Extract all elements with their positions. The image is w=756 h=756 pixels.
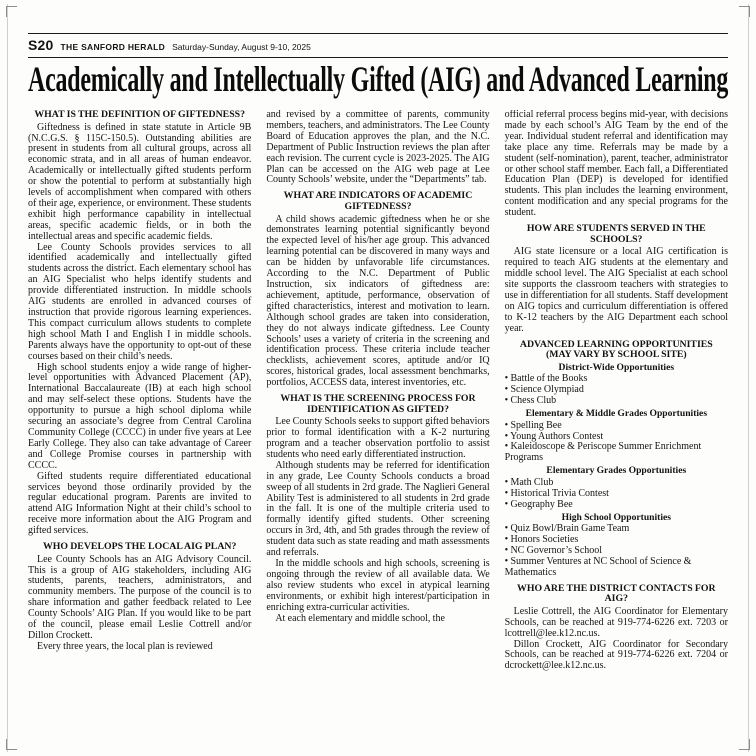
article-headline: Academically and Intellectually Gifted (AIG) and Advanced Learning	[28, 59, 729, 99]
list-item: • Young Authors Contest	[504, 430, 604, 442]
list-subheading: District-Wide Opportunities	[558, 361, 675, 373]
page-number: S20	[28, 37, 54, 53]
article-column-1	[28, 110, 251, 748]
list-item: • Historical Trivia Contest	[504, 487, 609, 499]
list-item: • Geography Bee	[504, 498, 573, 510]
article-paragraph: AIG state licensure or a local AIG certification is required to teach AIG students at the elementary and middle school level. The AIG Specialist at each school site supports the classroom teachers with strategies to use in differentiation for all students. Staff development on AIG topics and curriculum differentiation is offered to K-12 teachers by the AIG Department each school year.	[504, 246, 728, 334]
list-item: • Quiz Bowl/Brain Game Team	[504, 523, 630, 535]
article-paragraph: A child shows academic giftedness when he or she demonstrates learning potential significantly beyond the expected level of his/her age group. This advanced learning potential can be discovered in many ways and can be hidden by unfavorable life circumstances. According to the N.C. Department of Public Instruction, six indicators of giftedness are: achievement, aptitude, performance, observation of gifted characteristics, interest and motivation to learn. Although school grades are taken into consideration, they do not always indicate giftedness. Lee County Schools’ uses a variety of criteria in the screening and identification process. These criteria include teacher checklists, achievement scores, aptitude and/or IQ scores, historical grades, local assessment benchmarks, portfolios, ACCESS data, interest inventories, etc.	[266, 213, 490, 389]
list-item: • NC Governor’s School	[504, 544, 603, 556]
issue-date: Saturday-Sunday, August 9-10, 2025	[172, 42, 311, 52]
list-item: • Chess Club	[504, 395, 557, 407]
article-paragraph: High school students enjoy a wide range of higher-level opportunities with Advanced Placement (AP), International Baccalaureate (IB) at each high school and may self-select these options. Students have the opportunity to pursue a high school diploma while securing an associate’s degree from Central Carolina Community College (CCCC) in under five years at Lee Early College. They also can take advantage of Career and College Promise courses in partnership with CCCC.	[28, 361, 252, 471]
list-item: • Summer Ventures at NC School of Science & Mathematics	[504, 555, 692, 578]
article-paragraph: Lee County Schools provides services to all identified academically and intellectually gifted students across the district. Each elementary school has an AIG Specialist who helps identify students and provide differentiated instruction. In middle schools AIG students are enrolled in advanced courses of instruction that provide rigorous learning experiences. This compact curriculum allows students to complete high school Math I and English I in middle schools. Parents always have the opportunity to opt-out of these courses based on their child’s needs.	[28, 241, 252, 362]
list-item: • Battle of the Books	[504, 373, 588, 385]
list-subheading: High School Opportunities	[561, 511, 672, 523]
section-heading: WHAT IS THE SCREENING PROCESS FOR IDENTIFICATION AS GIFTED?	[280, 393, 476, 415]
list-subheading: Elementary Grades Opportunities	[546, 465, 687, 477]
article-column-2	[266, 110, 489, 748]
paper-name: THE SANFORD HERALD	[60, 42, 166, 52]
article-columns	[28, 110, 728, 748]
list-item: • Kaleidoscope & Periscope Summer Enrichment Programs	[504, 441, 702, 464]
section-heading: WHO ARE THE DISTRICT CONTACTS FOR AIG?	[517, 582, 716, 605]
crop-mark-top-right	[739, 6, 750, 17]
section-heading: ADVANCED LEARNING OPPORTUNITIES (MAY VARY BY SCHOOL SITE)	[519, 338, 713, 361]
crop-mark-bottom-left	[6, 739, 17, 750]
article-paragraph: Gifted students require differentiated educational services beyond those ordinarily provided by the regular educational program. Parents are invited to attend AIG Information Night at their child’s school to receive more information about the AIG Program and gifted services.	[28, 470, 252, 537]
article-paragraph: At each elementary and middle school, the	[275, 612, 445, 624]
article-paragraph: Leslie Cottrell, the AIG Coordinator for Elementary Schools, can be reached at 919-774-6226 ext. 7203 or lcottrell@lee.k12.nc.us.	[504, 605, 728, 639]
list-item: • Honors Societies	[504, 534, 579, 546]
page-edge-line-right	[748, 4, 749, 752]
article-paragraph: In the middle schools and high schools, screening is ongoing through the review of all available data. We also review students who excel in atypical learning environments, or exhibit high interest/participation in enriching extra-curricular activities.	[266, 558, 490, 613]
list-item: • Science Olympiad	[504, 384, 584, 396]
section-heading: WHO DEVELOPS THE LOCAL AIG PLAN?	[42, 541, 237, 553]
article-paragraph: Lee County Schools has an AIG Advisory Council. This is a group of AIG stakeholders, including AIG students, parents, teachers, administrators, and community members. The purpose of the council is to share information and gather feedback related to Lee County Schools’ AIG Plan. If you would like to be part of the council, please email Leslie Cottrell and/or Dillon Crockett.	[28, 553, 252, 641]
list-item: • Spelling Bee	[504, 419, 562, 431]
crop-mark-bottom-right	[739, 739, 750, 750]
article-paragraph: Giftedness is defined in state statute in Article 9B (N.C.G.S. § 115C-150.5). Outstanding abilities are present in students from all cultural groups, across all economic strata, and in all areas of human endeavor. Academically or intellectually gifted students perform or show the potential to perform at substantially high levels of accomplishment when compared with others of their age, experience, or environment. These students exhibit high performance capability in intellectual areas, specific academic fields, or in both the intellectual areas and specific academic fields.	[28, 121, 252, 242]
article-paragraph: Every three years, the local plan is reviewed	[37, 640, 213, 652]
section-heading: WHAT IS THE DEFINITION OF GIFTEDNESS?	[34, 110, 245, 120]
article-paragraph: Lee County Schools seeks to support gifted behaviors prior to formal identification with a K-2 nurturing program and a teacher observation portfolio to assist students who need early differentiated instruction.	[266, 416, 490, 460]
crop-mark-top-left	[6, 6, 17, 17]
article-paragraph: and revised by a committee of parents, community members, teachers, and administrators. The Lee County Board of Education approves the plan, and the N.C. Department of Public Instruction reviews the plan after each revision. The current cycle is 2023-2025. The AIG Plan can be accessed on the AIG web page at Lee County Schools’ website, under the “Departments” tab.	[266, 110, 490, 186]
article-column-3	[505, 110, 728, 748]
article-paragraph: official referral process begins mid-year, with decisions made by each school’s AIG Team by the end of the year. Individual student referral and identification may take place any time. Referrals may be made by a student (self-nomination), parent, teacher, administrator or other school staff member. Each fall, a Differentiated Education Plan (DEP) is developed for identified students. This plan includes the learning environment, content modification and any special programs for the student.	[504, 110, 728, 219]
list-subheading: Elementary & Middle Grades Opportunities	[525, 408, 708, 419]
section-heading: HOW ARE STUDENTS SERVED IN THE SCHOOLS?	[526, 223, 706, 245]
article-paragraph: Dillon Crockett, AIG Coordinator for Secondary Schools, can be reached at 919-774-6226 ext. 7204 or dcrockett@lee.k12.nc.us.	[504, 638, 728, 672]
masthead	[28, 33, 728, 58]
article-paragraph: Although students may be referred for identification in any grade, Lee County Schools conducts a broad sweep of all students in 2rd grade. The Naglieri General Ability Test is administered to all students in 2rd grade in the fall. It is one of the multiple criteria used to formally identify gifted students. Other screening occurs in 3rd, 4th, and 5th grades through the review of student data such as state reading and math assessments and referrals.	[266, 459, 490, 559]
page-edge-line-left	[7, 4, 8, 752]
list-item: • Math Club	[504, 476, 554, 488]
section-heading: WHAT ARE INDICATORS OF ACADEMIC GIFTEDNESS?	[283, 190, 473, 212]
